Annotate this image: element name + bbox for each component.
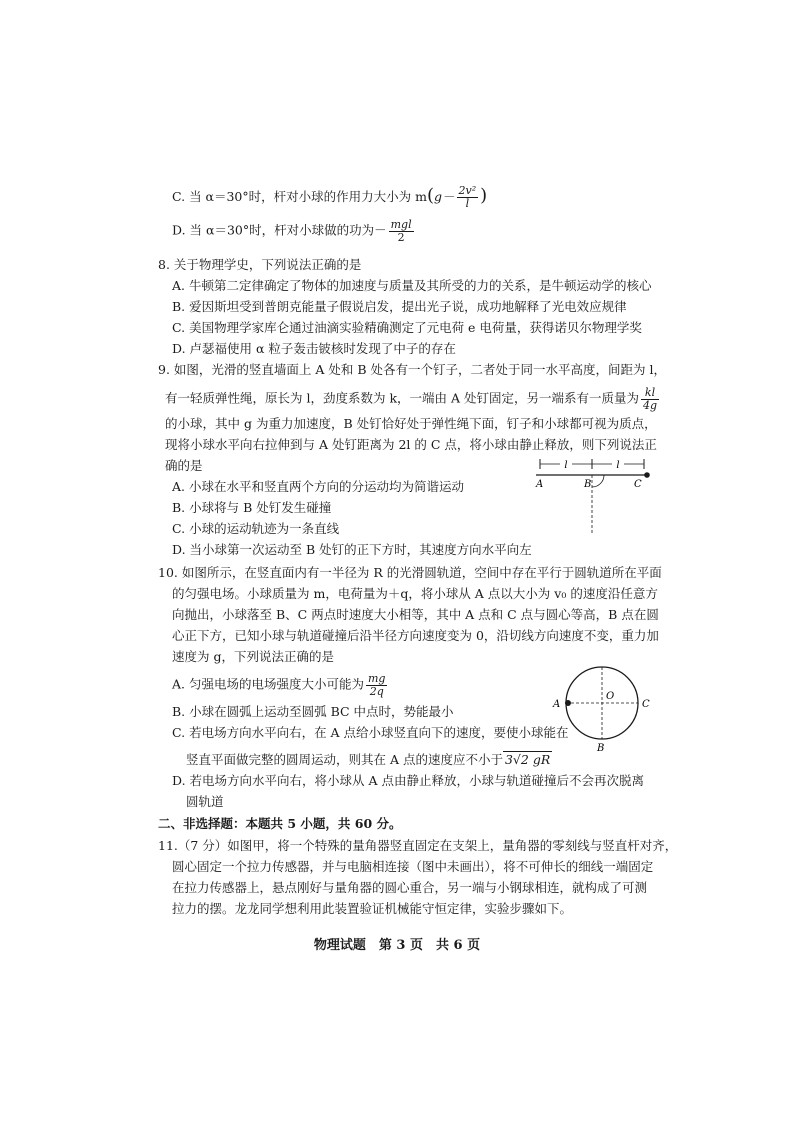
q8-option-c: C. 美国物理学家库仑通过油滴实验精确测定了元电荷 e 电荷量，获得诺贝尔物理学奖 [172,320,642,335]
q10-option-c-2 [186,751,552,769]
q11-line-2: 圆心固定一个拉力传感器，并与电脑相连接（图中未画出），将不可伸长的细线一端固定 [172,859,654,874]
q10-option-a [172,673,389,697]
ball [644,472,650,478]
fraction-numerator: 2v² [458,184,477,198]
q10-a-fraction [366,673,387,697]
q10-line-1: 10. 如图所示，在竖直面内有一半径为 R 的光滑圆轨道，空间中存在平行于圆轨道所在平面 [158,565,662,580]
q10-figure [552,655,658,755]
q10-c2-text: 竖直平面做完整的圆周运动，则其在 A 点的速度应不小于 [186,752,503,767]
q11-line-1: 11.（7 分）如图甲，将一个特殊的量角器竖直固定在支架上，量角器的零刻线与竖直杆对齐， [158,838,678,853]
q10-line-3: 向抛出，小球落至 B、C 两点时速度大小相等，其中 A 点和 C 点与圆心等高，B 点在圆 [172,607,659,622]
q10-a-text: A. 匀强电场的电场强度大小可能为 [172,676,364,692]
q9-line-4: 现将小球水平向右拉伸到与 A 处钉距离为 2l 的 C 点，将小球由静止释放，则下列说法正 [165,437,657,452]
q9-option-a: A. 小球在水平和竖直两个方向的分运动均为简谐运动 [172,479,464,494]
point-a-label: A [536,479,544,490]
q9-mass-fraction [641,387,659,411]
angle-arc [592,475,604,487]
point-a-label: A [553,699,561,710]
fraction-denominator: 2 [397,230,405,244]
fraction-denominator: 2q [369,684,384,698]
q9-line-1: 9. 如图，光滑的竖直墙面上 A 处和 B 处各有一个钉子，二者处于同一水平高度，间距为 l， [158,362,666,377]
q8-option-b: B. 爱因斯坦受到普朗克能量子假说启发，提出光子说，成功地解释了光电效应规律 [172,299,627,314]
dim-label-l2: l [616,460,620,471]
dim-label-l1: l [564,460,568,471]
q11-line-4: 拉力的摆。龙龙同学想利用此装置验证机械能守恒定律，实验步骤如下。 [172,901,573,916]
q9-figure [530,455,655,535]
page-footer: 物理试题 第 3 页 共 6 页 [313,938,481,953]
q10-option-d-1: D. 若电场方向水平向右，将小球从 A 点由静止释放，小球与轨道碰撞后不会再次脱离 [172,773,644,788]
q10-line-2: 的匀强电场。小球质量为 m，电荷量为＋q，将小球从 A 点以大小为 v₀ 的速度沿任意方 [172,586,658,601]
q9-line-2-text: 有一轻质弹性绳，原长为 l，劲度系数为 k，一端由 A 处钉固定，另一端系有一质量为 [165,390,639,406]
q7-option-c [172,183,487,210]
q7-c-text: C. 当 α＝30°时，杆对小球的作用力大小为 m [172,189,427,204]
q10-line-4: 心正下方，已知小球与轨道碰撞后沿半径方向速度变为 0，沿切线方向速度不变，重力加 [172,628,659,643]
paren-right: ) [480,185,488,206]
q8-stem: 8. 关于物理学史，下列说法正确的是 [158,257,362,272]
fraction-numerator: kl [641,387,659,400]
q9-line-2 [165,387,661,411]
point-c-label: C [634,479,642,490]
q9-line-5: 确的是 [165,458,203,473]
q10-option-c-1: C. 若电场方向水平向右，在 A 点给小球竖直向下的速度，要使小球能在 [172,725,569,740]
q9-option-d: D. 当小球第一次运动至 B 处钉的正下方时，其速度方向水平向左 [172,542,532,557]
q7-option-d [172,219,416,243]
q8-option-d: D. 卢瑟福使用 α 粒子轰击铍核时发现了中子的存在 [172,341,456,356]
point-c-label: C [642,699,650,710]
q7-d-fraction [389,219,414,243]
q10-line-5: 速度为 g，下列说法正确的是 [172,649,334,664]
point-b-label: B [584,479,592,490]
q9-option-c: C. 小球的运动轨迹为一条直线 [172,521,340,536]
q8-option-a: A. 牛顿第二定律确定了物体的加速度与质量及其所受的力的关系，是牛顿运动学的核心 [172,278,652,293]
q10-option-d-2: 圆轨道 [186,794,224,809]
q7-c-g: g－ [434,189,455,204]
q11-line-3: 在拉力传感器上，悬点刚好与量角器的圆心重合，另一端与小钢球相连，就构成了可测 [172,880,648,895]
ball [565,700,571,706]
q9-option-b: B. 小球将与 B 处钉发生碰撞 [172,500,332,515]
section-2-heading: 二、非选择题：本题共 5 小题，共 60 分。 [158,816,402,831]
fraction-numerator: mgl [390,218,412,231]
q7-d-text: D. 当 α＝30°时，杆对小球做的功为－ [172,222,387,238]
fraction-numerator: mg [367,672,386,685]
point-b-label: B [597,743,605,754]
q10-option-b: B. 小球在圆弧上运动至圆弧 BC 中点时，势能最小 [172,704,454,719]
q10-c2-root: 3√2 gR [504,752,551,767]
fraction-denominator: l [465,197,470,210]
paren-left: ( [426,185,434,206]
fraction-denominator: 4g [643,398,658,412]
center-o-label: O [606,691,615,702]
q9-line-3: 的小球，其中 g 为重力加速度，B 处钉恰好处于弹性绳下面，钉子和小球都可视为质点， [165,416,657,431]
q7-c-fraction [457,185,479,209]
